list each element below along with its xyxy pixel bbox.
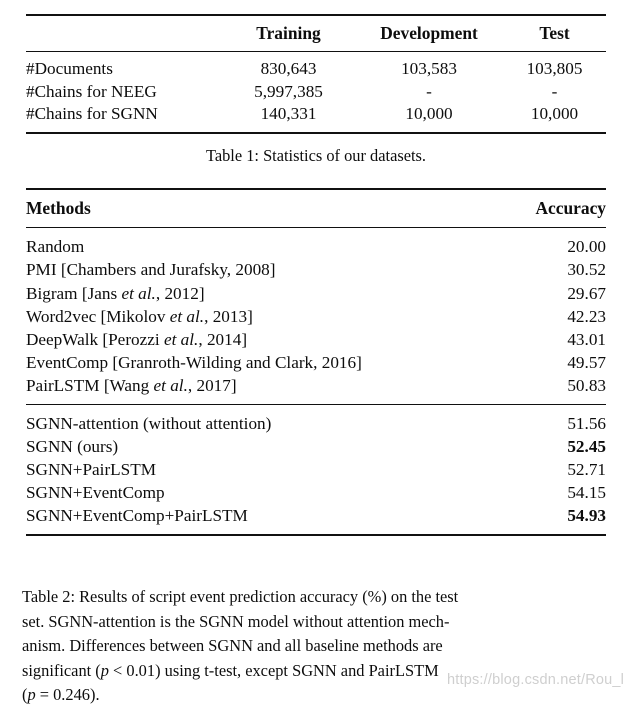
- table-row: [26, 504, 608, 533]
- table-2-cell-accuracy: 50.83: [567, 376, 606, 396]
- et-al-italic: et al.: [163, 330, 199, 350]
- table-row: [26, 435, 608, 458]
- table-2-cell-method: SGNN+EventComp+PairLSTM: [26, 506, 248, 526]
- table-2-cell-method: EventComp [Granroth-Wilding and Clark, 2016]: [26, 353, 362, 373]
- table-1: [26, 14, 606, 134]
- et-al-italic: et al.: [121, 283, 156, 303]
- table-2-cell-method: [26, 374, 496, 403]
- table-1-col-header-development: Development: [380, 23, 478, 43]
- table-1-head: [26, 16, 606, 51]
- table-2-cell-accuracy: 54.93: [567, 506, 606, 526]
- table-2-cell-accuracy: 52.71: [567, 460, 606, 480]
- table-2-cell-method: [26, 282, 496, 305]
- table-2: [26, 188, 606, 536]
- table-row: [26, 282, 608, 305]
- table-2-baselines: [26, 228, 608, 403]
- method-name-prefix: PairLSTM [Wang: [26, 376, 154, 396]
- table-2-cell-accuracy: 52.45: [567, 436, 606, 456]
- table-2-cell-accuracy: 29.67: [567, 283, 606, 303]
- method-name-suffix: , 2014]: [198, 330, 248, 350]
- table-row: [26, 328, 608, 351]
- table-1-body-grid: [26, 52, 606, 133]
- table-2-cell-method: [26, 305, 496, 328]
- table-2-ours: [26, 405, 608, 534]
- table-row: [26, 374, 608, 403]
- caption-text: (: [22, 685, 28, 705]
- table-2-cell-method: SGNN+EventComp: [26, 483, 165, 503]
- table-1-col-header-test: Test: [539, 23, 570, 43]
- table-row: [26, 258, 608, 281]
- caption-line: anism. Differences between SGNN and all baseline methods are: [22, 636, 443, 656]
- table-2-cell-accuracy: 42.23: [567, 306, 606, 326]
- table-2-cell-accuracy: 51.56: [567, 413, 606, 433]
- table-1-cell-development: 103,583: [401, 59, 457, 78]
- table-2-cell-method: SGNN-attention (without attention): [26, 413, 272, 433]
- method-name-suffix: , 2012]: [155, 283, 205, 303]
- table-1-cell-test: 103,805: [526, 59, 583, 78]
- table-2-cell-accuracy: 43.01: [567, 330, 606, 350]
- table-1-cell-label: #Chains for SGNN: [26, 104, 158, 123]
- table-row: [26, 351, 608, 374]
- caption-line: Table 2: Results of script event prediction accuracy (%) on the test: [22, 587, 459, 606]
- table-row: [26, 481, 608, 504]
- p-value-variable: p: [27, 685, 36, 705]
- table-1-col-header-blank: [26, 16, 222, 51]
- table-1-cell-test: 10,000: [530, 104, 579, 123]
- table-2-cell-accuracy: 30.52: [567, 260, 606, 280]
- method-name-prefix: Bigram [Jans: [26, 283, 122, 303]
- table-2-cell-method: [26, 328, 496, 351]
- table-row: [26, 81, 606, 104]
- table-2-bottom-rule: [26, 534, 606, 536]
- caption-line: [22, 659, 610, 684]
- table-2-col-header-accuracy: Accuracy: [535, 198, 606, 218]
- table-2-cell-method: SGNN+PairLSTM: [26, 460, 157, 480]
- method-name-suffix: , 2017]: [187, 376, 237, 396]
- table-2-head: [26, 190, 608, 227]
- caption-text: < 0.01) using t-test, except SGNN and PairLSTM: [108, 660, 439, 680]
- table-1-cell-training: 5,997,385: [254, 81, 323, 101]
- method-name-prefix: Word2vec [Mikolov: [26, 306, 170, 326]
- table-1-cell-development: -: [426, 81, 432, 101]
- table-1-body: [26, 52, 606, 133]
- table-row: [26, 52, 606, 81]
- table-2-col-header-methods: Methods: [26, 198, 91, 218]
- et-al-italic: et al.: [169, 306, 205, 326]
- table-2-cell-method: PMI [Chambers and Jurafsky, 2008]: [26, 260, 276, 280]
- table-1-grid: [26, 16, 606, 51]
- table-2-cell-method: Random: [26, 237, 85, 257]
- table-row: [26, 228, 608, 258]
- watermark: https://blog.csdn.net/Rou_l: [447, 672, 625, 688]
- caption-line: set. SGNN-attention is the SGNN model without attention mech-: [22, 611, 450, 631]
- caption-text: = 0.246).: [35, 685, 100, 705]
- table-2-caption: [22, 585, 610, 708]
- table-2-cell-accuracy: 20.00: [567, 237, 606, 257]
- table-1-cell-test: -: [551, 81, 558, 101]
- table-row: [26, 103, 606, 132]
- table-1-caption: Table 1: Statistics of our datasets.: [205, 146, 427, 165]
- p-value-variable: p: [100, 660, 109, 680]
- table-2-cell-accuracy: 49.57: [567, 353, 606, 373]
- table-2-cell-accuracy: 54.15: [567, 483, 606, 503]
- table-2-ours-grid: [26, 405, 608, 534]
- table-1-cell-training: 830,643: [260, 59, 317, 78]
- table-2-cell-method: SGNN (ours): [26, 436, 119, 456]
- table-1-cell-development: 10,000: [405, 104, 453, 123]
- table-1-header-row: [26, 16, 606, 51]
- table-1-cell-training: 140,331: [260, 104, 317, 123]
- table-1-cell-label: #Documents: [26, 59, 113, 78]
- et-al-italic: et al.: [153, 376, 188, 396]
- table-row: [26, 458, 608, 481]
- table-2-header-row: [26, 190, 608, 227]
- table-row: [26, 305, 608, 328]
- caption-line: [22, 683, 610, 708]
- table-2-head-grid: [26, 190, 608, 227]
- table-1-col-header-training: Training: [256, 23, 321, 43]
- table-2-baselines-grid: [26, 228, 608, 403]
- caption-text: significant (: [22, 660, 101, 680]
- method-name-prefix: DeepWalk [Perozzi: [26, 330, 164, 350]
- table-1-bottom-rule: [26, 132, 606, 134]
- table-1-cell-label: #Chains for NEEG: [26, 81, 157, 101]
- method-name-suffix: , 2013]: [204, 306, 253, 326]
- table-row: [26, 405, 608, 435]
